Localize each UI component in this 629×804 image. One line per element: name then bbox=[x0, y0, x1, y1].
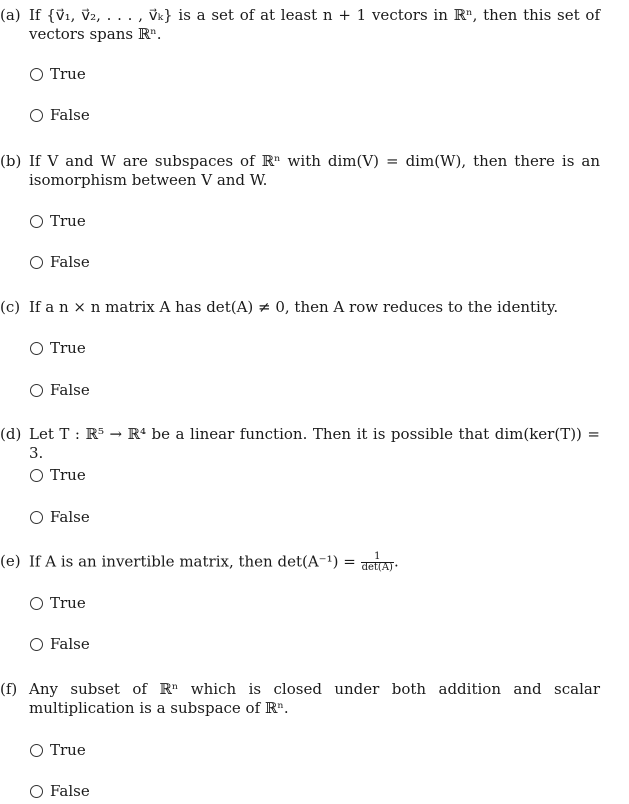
question-label: (f) bbox=[0, 680, 18, 698]
option-label: False bbox=[50, 508, 90, 526]
question-b bbox=[0, 152, 600, 190]
question-label: (d) bbox=[0, 425, 22, 443]
option-label: False bbox=[50, 106, 90, 124]
fraction bbox=[361, 552, 394, 573]
question-f bbox=[0, 680, 600, 718]
question-label: (c) bbox=[0, 298, 21, 316]
question-label: (b) bbox=[0, 152, 22, 170]
option-e-false[interactable] bbox=[30, 635, 90, 654]
radio-circle-icon[interactable] bbox=[30, 342, 43, 355]
option-f-true[interactable] bbox=[30, 741, 86, 760]
fraction-denominator: det(A) bbox=[361, 562, 393, 573]
question-text: If a n × n matrix A has det(A) ≠ 0, then A row reduces to the identity. bbox=[29, 298, 559, 316]
question-text bbox=[29, 552, 600, 573]
question-label: (e) bbox=[0, 552, 21, 570]
question-text: Let T : ℝ⁵ → ℝ⁴ be a linear function. Then it is possible that dim(ker(T)) = 3. bbox=[29, 425, 600, 462]
radio-circle-icon[interactable] bbox=[30, 744, 43, 757]
question-d bbox=[0, 425, 600, 463]
option-label: True bbox=[50, 741, 86, 759]
question-c bbox=[0, 298, 600, 317]
option-e-true[interactable] bbox=[30, 594, 86, 613]
option-label: True bbox=[50, 594, 86, 612]
radio-circle-icon[interactable] bbox=[30, 109, 43, 122]
option-label: True bbox=[50, 339, 86, 357]
question-text: If V and W are subspaces of ℝⁿ with dim(V) = dim(W), then there is an isomorphism between V and W. bbox=[29, 152, 600, 189]
option-a-true[interactable] bbox=[30, 65, 86, 84]
question-text: If {v⃗₁, v⃗₂, . . . , v⃗ₖ} is a set of at least n + 1 vectors in ℝⁿ, then this set of vectors spans ℝⁿ. bbox=[29, 6, 600, 43]
radio-circle-icon[interactable] bbox=[30, 785, 43, 798]
question-e bbox=[0, 552, 600, 573]
option-d-true[interactable] bbox=[30, 466, 86, 485]
radio-circle-icon[interactable] bbox=[30, 638, 43, 651]
radio-circle-icon[interactable] bbox=[30, 384, 43, 397]
option-b-true[interactable] bbox=[30, 212, 86, 231]
option-d-false[interactable] bbox=[30, 508, 90, 527]
option-label: True bbox=[50, 466, 86, 484]
option-c-true[interactable] bbox=[30, 339, 86, 358]
option-label: True bbox=[50, 212, 86, 230]
option-b-false[interactable] bbox=[30, 253, 90, 272]
question-text-before: If A is an invertible matrix, then det(A⁻¹) = bbox=[29, 552, 356, 571]
option-label: False bbox=[50, 253, 90, 271]
fraction-numerator: 1 bbox=[361, 552, 394, 563]
option-label: False bbox=[50, 782, 90, 800]
radio-circle-icon[interactable] bbox=[30, 215, 43, 228]
radio-circle-icon[interactable] bbox=[30, 597, 43, 610]
radio-circle-icon[interactable] bbox=[30, 256, 43, 269]
option-c-false[interactable] bbox=[30, 381, 90, 400]
radio-circle-icon[interactable] bbox=[30, 469, 43, 482]
question-text: Any subset of ℝⁿ which is closed under both addition and scalar multiplication is a subspace of ℝⁿ. bbox=[29, 680, 600, 717]
radio-circle-icon[interactable] bbox=[30, 68, 43, 81]
option-label: False bbox=[50, 381, 90, 399]
question-a bbox=[0, 6, 600, 44]
question-text-after: . bbox=[393, 552, 399, 571]
option-a-false[interactable] bbox=[30, 106, 90, 125]
radio-circle-icon[interactable] bbox=[30, 511, 43, 524]
question-label: (a) bbox=[0, 6, 21, 24]
option-f-false[interactable] bbox=[30, 782, 90, 801]
option-label: False bbox=[50, 635, 90, 653]
option-label: True bbox=[50, 65, 86, 83]
